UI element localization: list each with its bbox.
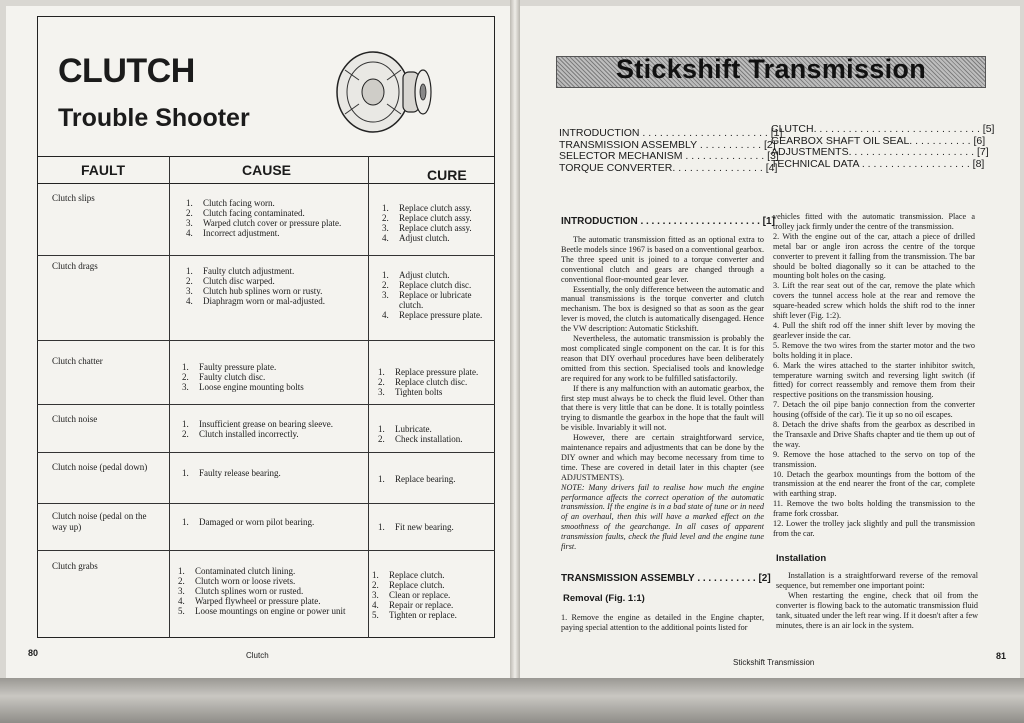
cause-list xyxy=(178,566,360,616)
list-item: 3. Tighten bolts xyxy=(378,387,443,397)
paragraph: If there is any malfunction with an automatic gearbox, the first step must always be to check the fluid level. Other than that there is very little that can be done. It is totally pointless trying to dismantle the gearbox in the hope that the fault will be visible. Invariably it will not. xyxy=(561,383,764,433)
footer-left: Clutch xyxy=(246,651,269,660)
list-item: 3. Clean or replace. xyxy=(372,590,451,600)
paragraph: 8. Detach the drive shafts from the gearbox as described in the Transaxle and Drive Shafts chapter and tie them up out of the way. xyxy=(773,420,975,449)
list-item: 3. Warped clutch cover or pressure plate. xyxy=(186,218,342,228)
clutch-assembly-illustration xyxy=(325,40,435,140)
cure-list xyxy=(378,367,490,397)
list-item: 5. Loose mountings on engine or power unit xyxy=(178,606,346,616)
toc-item: ADJUSTMENTS. . . . . . . . . . . . . . . . . . . . . . [7] xyxy=(771,146,989,158)
fault-cell: Clutch noise (pedal on the way up) xyxy=(52,511,147,532)
list-item: 3. Replace clutch assy. xyxy=(382,223,472,233)
fault-cell: Clutch noise (pedal down) xyxy=(52,462,148,472)
toc-left xyxy=(559,128,782,174)
paragraph: 12. Lower the trolley jack slightly and pull the transmission from the car. xyxy=(773,519,975,538)
paragraph: 11. Remove the two bolts holding the transmission to the frame fork crossbar. xyxy=(773,499,975,519)
list-item: 2. Clutch installed incorrectly. xyxy=(182,429,299,439)
list-item: 1. Replace pressure plate. xyxy=(378,367,479,377)
table-header xyxy=(37,156,495,184)
list-item: 1. Damaged or worn pilot bearing. xyxy=(182,517,315,527)
fault-cell: Clutch noise xyxy=(52,414,98,424)
scanner-edge xyxy=(0,678,1024,723)
column-divider xyxy=(368,156,369,638)
column-divider xyxy=(169,156,170,638)
page-number-left: 80 xyxy=(28,648,39,658)
section-heading-introduction: INTRODUCTION . . . . . . . . . . . . . . . . . . . . . . [1] xyxy=(561,216,775,227)
row-divider xyxy=(37,550,495,551)
list-item: 1. Adjust clutch. xyxy=(382,270,450,280)
list-item: 1. Fit new bearing. xyxy=(378,522,454,532)
list-item: 2. Replace clutch disc. xyxy=(382,280,472,290)
list-item: 3. Replace or lubricate clutch. xyxy=(382,290,472,310)
toc-item: TECHNICAL DATA . . . . . . . . . . . . . . . . . . . [8] xyxy=(771,157,985,170)
paragraph: 7. Detach the oil pipe banjo connection from the converter housing (offside of the car). Tie it up so no oil escapes. xyxy=(773,400,975,420)
fault-header: FAULT xyxy=(81,162,126,178)
cause-header: CAUSE xyxy=(242,162,292,178)
list-item: 2. Clutch worn or loose rivets. xyxy=(178,576,296,586)
cause-list xyxy=(182,419,362,439)
list-item: 3. Clutch splines worn or rusted. xyxy=(178,586,304,596)
paragraph: 5. Remove the two wires from the starter motor and the two bolts holding it in place. xyxy=(773,340,975,360)
list-item: 2. Faulty clutch disc. xyxy=(182,372,266,382)
list-item: 1. Faulty clutch adjustment. xyxy=(186,266,295,276)
section-heading-assembly: TRANSMISSION ASSEMBLY . . . . . . . . . . . [2] xyxy=(561,573,771,584)
removal-steps xyxy=(773,212,975,546)
list-item: 2. Replace clutch assy. xyxy=(382,213,472,223)
list-item: 5. Tighten or replace. xyxy=(372,610,457,620)
paragraph: 6. Mark the wires attached to the starter inhibitor switch, temperature warning switch and reversing light switch (if fitted) for correct reassembly and remove them from their respective positions on the transmission housing. xyxy=(773,360,975,400)
list-item: 4. Replace pressure plate. xyxy=(382,310,483,320)
page-number-right: 81 xyxy=(996,651,1007,661)
paragraph: The automatic transmission fitted as an optional extra to Beetle models since 1967 is based on a conventional gearbox. The three speed unit is joined to a torque converter and conventional clutch and gears are changed through a conventional floor-mounted gear lever. xyxy=(561,235,764,284)
cause-list xyxy=(182,468,362,478)
paragraph: 3. Lift the rear seat out of the car, remove the plate which covers the tunnel access hole at the rear and remove the square-headed screw which holds the shift rod to the inner shift lever (Fig. 1:2). xyxy=(773,281,975,321)
list-item: 4. Incorrect adjustment. xyxy=(186,228,280,238)
removal-text xyxy=(561,613,764,633)
list-item: 2. Clutch facing contaminated. xyxy=(186,208,305,218)
list-item: 3. Loose engine mounting bolts xyxy=(182,382,304,392)
toc-right xyxy=(771,124,994,170)
list-item: 1. Replace clutch assy. xyxy=(382,203,472,213)
paragraph: 1. Remove the engine as detailed in the Engine chapter, paying special attention to the additional points listed for xyxy=(561,613,764,632)
page-subtitle: Trouble Shooter xyxy=(58,104,250,132)
row-divider xyxy=(37,452,495,453)
list-item: 4. Adjust clutch. xyxy=(382,233,450,243)
cure-list xyxy=(378,522,490,532)
paragraph: 4. Pull the shift rod off the inner shift lever by moving the gearlever inside the car. xyxy=(773,320,975,340)
list-item: 1. Lubricate. xyxy=(378,424,432,434)
list-item: 1. Contaminated clutch lining. xyxy=(178,566,296,576)
chapter-title: Stickshift Transmission xyxy=(616,54,926,84)
fault-cell: Clutch slips xyxy=(52,193,95,203)
toc-item: CLUTCH. . . . . . . . . . . . . . . . . . . . . . . . . . . . . [5] xyxy=(771,123,995,135)
paragraph: 9. Remove the hose attached to the servo on top of the transmission. xyxy=(773,449,975,469)
toc-item: GEARBOX SHAFT OIL SEAL. . . . . . . . . . . [6] xyxy=(771,134,986,147)
cure-list xyxy=(378,474,490,484)
list-item: 1. Faulty release bearing. xyxy=(182,468,281,478)
paragraph: 10. Detach the gearbox mountings from the bottom of the transmission at the end nearer the front of the car, complete with earthing strap. xyxy=(773,469,975,499)
introduction-text xyxy=(561,235,764,560)
installation-text xyxy=(776,571,978,630)
row-divider xyxy=(37,503,495,504)
cure-list xyxy=(382,203,492,243)
toc-item: INTRODUCTION . . . . . . . . . . . . . . . . . . . . . . [1] xyxy=(559,127,783,139)
removal-heading: Removal (Fig. 1:1) xyxy=(563,593,645,604)
paragraph: However, there are certain straightforward service, maintenance repairs and adjustments that can be done by the DIY owner and which may become necessary from time to time. These are covered in detail later in this chapter (see ADJUSTMENTS). xyxy=(561,433,764,482)
toc-item: TORQUE CONVERTER. . . . . . . . . . . . . . . . [4] xyxy=(559,161,778,174)
cause-list xyxy=(182,362,362,392)
cause-list xyxy=(186,266,361,306)
list-item: 4. Warped flywheel or pressure plate. xyxy=(178,596,321,606)
list-item: 2. Replace clutch. xyxy=(372,580,445,590)
cause-list xyxy=(182,517,362,527)
cure-list xyxy=(382,270,492,320)
list-item: 1. Replace clutch. xyxy=(372,570,445,580)
cure-header: CURE xyxy=(427,167,467,183)
list-item: 2. Replace clutch disc. xyxy=(378,377,468,387)
row-divider xyxy=(37,340,495,341)
note-paragraph: NOTE: Many drivers fail to realise how much the engine performance affects the correct operation of the automatic transmission. If the engine is in a bad state of tune or in need of an overhaul, then this will have a marked effect on the smoothness of the gearchange. In all cases of apparent transmission faults, check the fluid level and the engine tune first. xyxy=(561,482,764,552)
cure-list xyxy=(372,570,490,620)
row-divider xyxy=(37,255,495,256)
page-title: CLUTCH xyxy=(58,52,195,90)
list-item: 1. Insufficient grease on bearing sleeve. xyxy=(182,419,334,429)
list-item: 4. Diaphragm worn or mal-adjusted. xyxy=(186,296,325,306)
cause-list xyxy=(186,198,361,238)
list-item: 4. Repair or replace. xyxy=(372,600,454,610)
installation-heading: Installation xyxy=(776,553,827,564)
list-item: 1. Clutch facing worn. xyxy=(186,198,275,208)
list-item: 1. Faulty pressure plate. xyxy=(182,362,277,372)
row-divider xyxy=(37,404,495,405)
paragraph: Essentially, the only difference between the automatic and manual transmissions is the torque converter and clutch mechanism. The box is designed so that as soon as the gear lever is moved, the clutch is automatically disengaged. Hence the VW description: Automatic Stickshift. xyxy=(561,284,764,334)
list-item: 2. Clutch disc warped. xyxy=(186,276,275,286)
paragraph: 2. With the engine out of the car, attach a piece of drilled metal bar or angle iron across the centre of the torque converter to prevent it falling from the transmission. The bar should be bolted diagonally so it can be attached to the mounting bolt holes on the casing. xyxy=(773,231,975,281)
cure-list xyxy=(378,424,490,444)
paragraph: vehicles fitted with the automatic transmission. Place a trolley jack firmly under the centre of the transmission. xyxy=(773,212,975,231)
toc-item: SELECTOR MECHANISM . . . . . . . . . . . . . . [3] xyxy=(559,150,779,162)
fault-cell: Clutch drags xyxy=(52,261,98,271)
footer-right: Stickshift Transmission xyxy=(733,658,815,667)
paragraph: Nevertheless, the automatic transmission is probably the most complicated single component on the car. It is for this reason that DIY overhaul procedures have been deliberately omitted from this section. Specialised tools and knowledge are required for any work to be fulfilled satisfactorily. xyxy=(561,334,764,383)
toc-item: TRANSMISSION ASSEMBLY . . . . . . . . . . . [2] xyxy=(559,138,776,151)
fault-cell: Clutch grabs xyxy=(52,561,98,571)
list-item: 3. Clutch hub splines worn or rusty. xyxy=(186,286,323,296)
book-spine xyxy=(510,0,520,723)
list-item: 2. Check installation. xyxy=(378,434,463,444)
fault-cell: Clutch chatter xyxy=(52,356,103,366)
paragraph: When restarting the engine, check that oil from the converter is flowing back to the automatic transmission fluid tank, situated under the left rear wing. If it doesn't after a few minutes, there is an air lock in the system. xyxy=(776,590,978,630)
paragraph: Installation is a straightforward reverse of the removal sequence, but remember one important point: xyxy=(776,571,978,590)
list-item: 1. Replace bearing. xyxy=(378,474,456,484)
